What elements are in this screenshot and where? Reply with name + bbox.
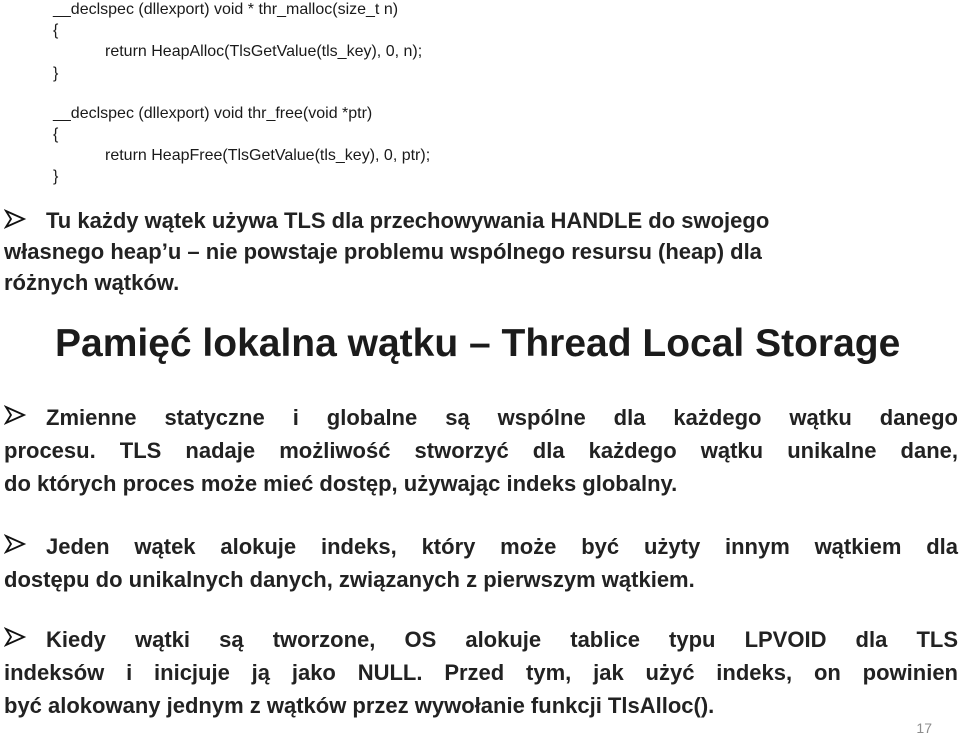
bullet-thread-creation — [4, 623, 958, 722]
bullet-static-global-vars — [4, 401, 958, 500]
bullet-line: Jeden wątek alokuje indeks, który może być użyty innym wątkiem dla — [46, 534, 958, 559]
code-line-malloc-signature: __declspec (dllexport) void * thr_malloc(size_t n) — [53, 1, 399, 18]
bullet-line: dostępu do unikalnych danych, związanych z pierwszym wątkiem. — [4, 567, 695, 592]
page-number: 17 — [916, 720, 932, 736]
bullet-line: do których proces może mieć dostęp, używając indeks globalny. — [4, 471, 678, 496]
bullet-line: indeksów i inicjuje ją jako NULL. Przed tym, jak użyć indeks, on powinien — [4, 660, 958, 685]
bullet-line: różnych wątków. — [4, 270, 180, 295]
bullet-line: Zmienne statyczne i globalne są wspólne dla każdego wątku danego — [46, 405, 958, 430]
code-line-open-brace: { — [53, 126, 59, 143]
bullet-tls-heap — [4, 205, 958, 298]
code-line-free-return: return HeapFree(TlsGetValue(tls_key), 0, ptr); — [105, 147, 431, 164]
bullet-line: własnego heap’u – nie powstaje problemu wspólnego resursu (heap) dla — [4, 239, 762, 264]
section-heading: Pamięć lokalna wątku – Thread Local Storage — [55, 322, 901, 365]
arrow-bullet-icon — [4, 209, 34, 229]
bullet-line: procesu. TLS nadaje możliwość stworzyć dla każdego wątku unikalne dane, — [4, 438, 958, 463]
code-line-open-brace: { — [53, 22, 59, 39]
arrow-bullet-icon — [4, 627, 34, 647]
code-line-malloc-return: return HeapAlloc(TlsGetValue(tls_key), 0, n); — [105, 43, 423, 60]
bullet-line: być alokowany jednym z wątków przez wywołanie funkcji TlsAlloc(). — [4, 693, 715, 718]
code-line-close-brace: } — [53, 168, 59, 185]
arrow-bullet-icon — [4, 534, 34, 554]
bullet-index-allocation — [4, 530, 958, 596]
arrow-bullet-icon — [4, 405, 34, 425]
bullet-line: Tu każdy wątek używa TLS dla przechowywania HANDLE do swojego — [46, 208, 770, 233]
code-line-free-signature: __declspec (dllexport) void thr_free(void *ptr) — [53, 105, 373, 122]
code-line-close-brace: } — [53, 65, 59, 82]
bullet-line: Kiedy wątki są tworzone, OS alokuje tablice typu LPVOID dla TLS — [46, 627, 958, 652]
